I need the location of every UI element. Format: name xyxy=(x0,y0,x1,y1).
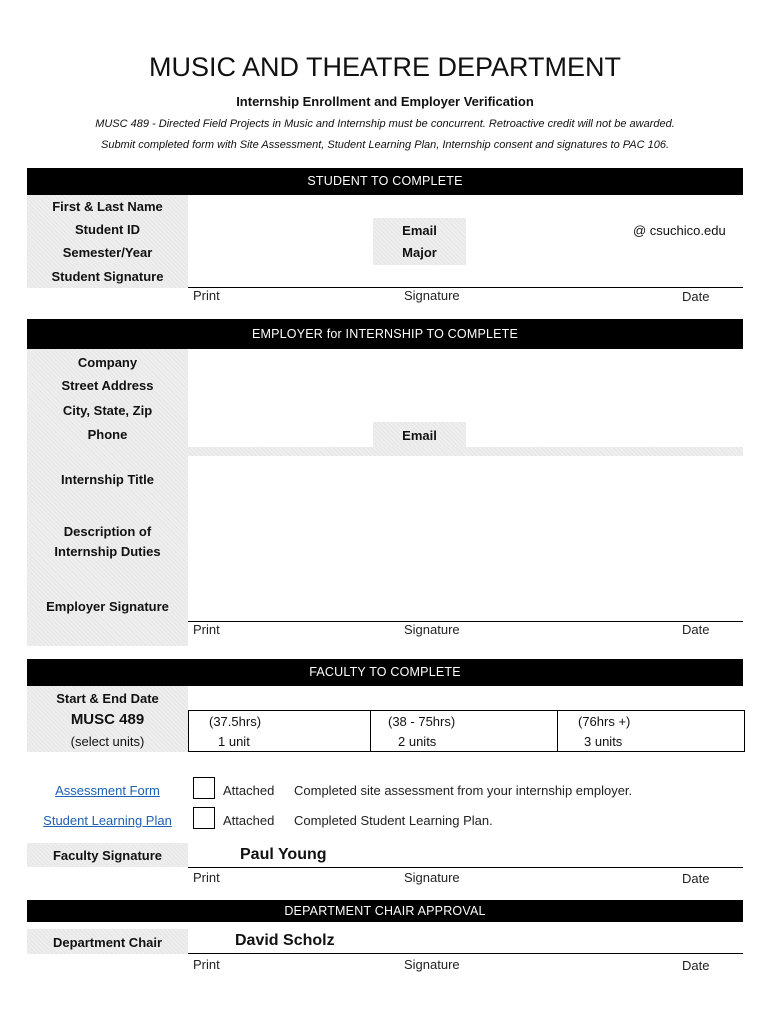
print-caption: Print xyxy=(193,957,220,972)
faculty-signature-line[interactable] xyxy=(188,867,743,868)
signature-caption: Signature xyxy=(404,622,460,637)
learning-plan-attached-checkbox[interactable] xyxy=(193,807,215,829)
street-address-label: Street Address xyxy=(61,378,154,393)
unit-option-hours: (38 - 75hrs) xyxy=(388,714,456,729)
unit-option-hours: (76hrs +) xyxy=(578,714,631,729)
street-address-field[interactable] xyxy=(190,378,740,396)
employer-email-label: Email xyxy=(402,428,437,443)
city-state-zip-label: City, State, Zip xyxy=(62,403,153,418)
description-label-line1: Description of xyxy=(63,524,152,539)
unit-option-units: 1 unit xyxy=(218,734,250,749)
select-units-hint: (select units) xyxy=(70,734,145,749)
semester-label: Semester/Year xyxy=(62,245,153,260)
internship-duties-field[interactable] xyxy=(190,500,740,580)
date-caption: Date xyxy=(682,871,710,886)
learning-plan-description: Completed Student Learning Plan. xyxy=(294,813,493,828)
submission-note: Submit completed form with Site Assessment, Student Learning Plan, Internship consent and signatures to PAC 106. xyxy=(100,139,670,151)
faculty-signature-label: Faculty Signature xyxy=(52,848,163,863)
assessment-attached-checkbox[interactable] xyxy=(193,777,215,799)
internship-title-field[interactable] xyxy=(190,465,740,493)
date-caption: Date xyxy=(682,958,710,973)
start-end-date-label: Start & End Date xyxy=(56,691,159,706)
employer-email-field[interactable] xyxy=(470,425,740,445)
faculty-section-heading: FACULTY TO COMPLETE xyxy=(27,659,743,686)
assessment-description: Completed site assessment from your internship employer. xyxy=(294,783,633,798)
company-label: Company xyxy=(77,355,138,370)
signature-caption: Signature xyxy=(404,957,460,972)
description-label-line2: Internship Duties xyxy=(54,544,161,559)
attached-label: Attached xyxy=(223,783,275,798)
date-caption: Date xyxy=(682,289,710,304)
major-label: Major xyxy=(402,245,437,260)
phone-field[interactable] xyxy=(190,425,370,445)
signature-caption: Signature xyxy=(404,288,460,303)
signature-caption: Signature xyxy=(404,870,460,885)
concurrency-note: MUSC 489 - Directed Field Projects in Music and Internship must be concurrent. Retroactive credit will not be awarded. xyxy=(95,118,675,130)
start-end-date-field[interactable] xyxy=(190,690,740,708)
name-label: First & Last Name xyxy=(52,199,163,214)
student-signature-line[interactable] xyxy=(188,287,743,288)
page-subtitle: Internship Enrollment and Employer Verification xyxy=(236,94,534,109)
learning-plan-link[interactable]: Student Learning Plan xyxy=(43,813,172,828)
chair-signer-name: David Scholz xyxy=(235,932,335,949)
page-title: MUSIC AND THEATRE DEPARTMENT xyxy=(148,52,622,82)
student-email-label: Email xyxy=(402,223,437,238)
course-label: MUSC 489 xyxy=(70,711,145,728)
employer-divider xyxy=(188,447,743,456)
assessment-form-link[interactable]: Assessment Form xyxy=(55,783,160,798)
student-email-field[interactable] xyxy=(470,222,628,238)
student-section-heading: STUDENT TO COMPLETE xyxy=(27,168,743,195)
unit-option-units: 2 units xyxy=(398,734,437,749)
unit-option-units: 3 units xyxy=(584,734,623,749)
print-caption: Print xyxy=(193,288,220,303)
email-domain-suffix: @ csuchico.edu xyxy=(633,223,726,238)
faculty-signer-name: Paul Young xyxy=(240,846,327,863)
internship-title-label: Internship Title xyxy=(61,472,154,487)
company-field[interactable] xyxy=(190,354,740,372)
department-chair-label: Department Chair xyxy=(52,935,163,950)
semester-field[interactable] xyxy=(190,245,370,261)
city-state-zip-field[interactable] xyxy=(190,402,740,420)
employer-section-heading: EMPLOYER for INTERNSHIP TO COMPLETE xyxy=(27,319,743,349)
student-id-label: Student ID xyxy=(75,222,140,237)
student-signature-label: Student Signature xyxy=(51,269,164,284)
name-field[interactable] xyxy=(190,200,370,216)
print-caption: Print xyxy=(193,622,220,637)
print-caption: Print xyxy=(193,870,220,885)
chair-section-heading: DEPARTMENT CHAIR APPROVAL xyxy=(27,900,743,922)
student-id-field[interactable] xyxy=(190,222,370,238)
attached-label: Attached xyxy=(223,813,275,828)
phone-label: Phone xyxy=(87,427,128,442)
unit-option-hours: (37.5hrs) xyxy=(209,714,262,729)
employer-signature-line[interactable] xyxy=(188,621,743,622)
employer-signature-label: Employer Signature xyxy=(46,599,169,614)
date-caption: Date xyxy=(682,622,710,637)
chair-signature-line[interactable] xyxy=(188,953,743,954)
major-field[interactable] xyxy=(470,245,735,261)
